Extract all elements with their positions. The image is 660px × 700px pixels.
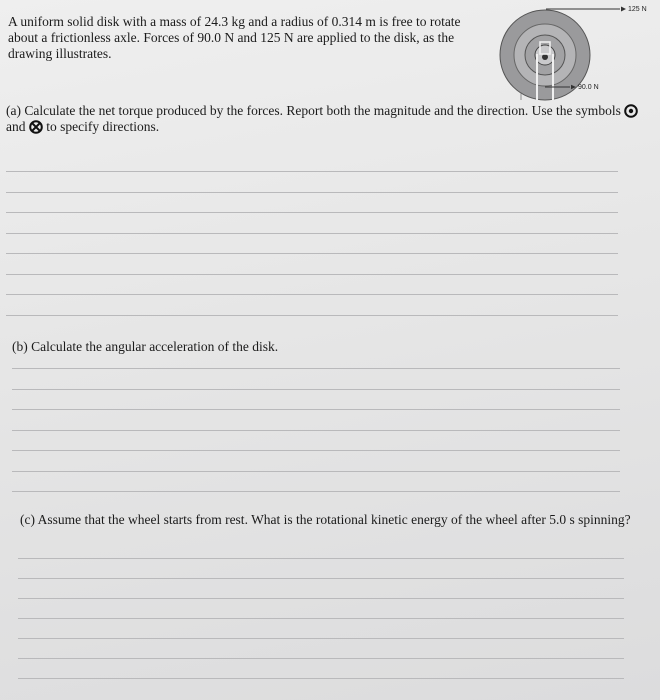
answer-line (6, 233, 618, 234)
axle (542, 54, 548, 60)
problem-statement: A uniform solid disk with a mass of 24.3 kg and a radius of 0.314 m is free to rotate about a frictionless axle. Forces of 90.0 N and 125 N are applied to the disk, as the drawing illustrates. (8, 14, 461, 61)
answer-line (18, 638, 624, 639)
answer-line (18, 618, 624, 619)
answer-line (12, 389, 620, 390)
answer-line (6, 294, 618, 295)
answer-line (6, 192, 618, 193)
answer-line (12, 450, 620, 451)
question-b: (b) Calculate the angular acceleration of the disk. (12, 339, 279, 354)
answer-line (6, 171, 618, 172)
answer-line (18, 658, 624, 659)
into-page-symbol (29, 120, 43, 134)
answer-line (12, 491, 620, 492)
answer-line (12, 409, 620, 410)
answer-line (6, 315, 618, 316)
question-c: (c) Assume that the wheel starts from rest. What is the rotational kinetic energy of the wheel after 5.0 s spinning? (20, 512, 631, 527)
answer-line (18, 578, 624, 579)
question-a (6, 103, 646, 135)
question-a-text: (a) Calculate the net torque produced by the forces. Report both the magnitude and the direction. Use the symbols (6, 103, 621, 118)
force-90-label: 90.0 N (578, 84, 599, 91)
answer-line (12, 368, 620, 369)
answer-line (12, 430, 620, 431)
answer-line (18, 678, 624, 679)
answer-line (6, 253, 618, 254)
answer-line (6, 274, 618, 275)
answer-line (12, 471, 620, 472)
answer-line (18, 558, 624, 559)
out-of-page-symbol (624, 104, 638, 118)
force-125-label: 125 N (628, 6, 647, 13)
force-125-arrowhead (621, 7, 626, 12)
question-a-and: and (6, 119, 26, 134)
answer-line (6, 212, 618, 213)
answer-line (18, 598, 624, 599)
disk-diagram (488, 0, 660, 110)
question-a-tail: to specify directions. (46, 119, 160, 134)
